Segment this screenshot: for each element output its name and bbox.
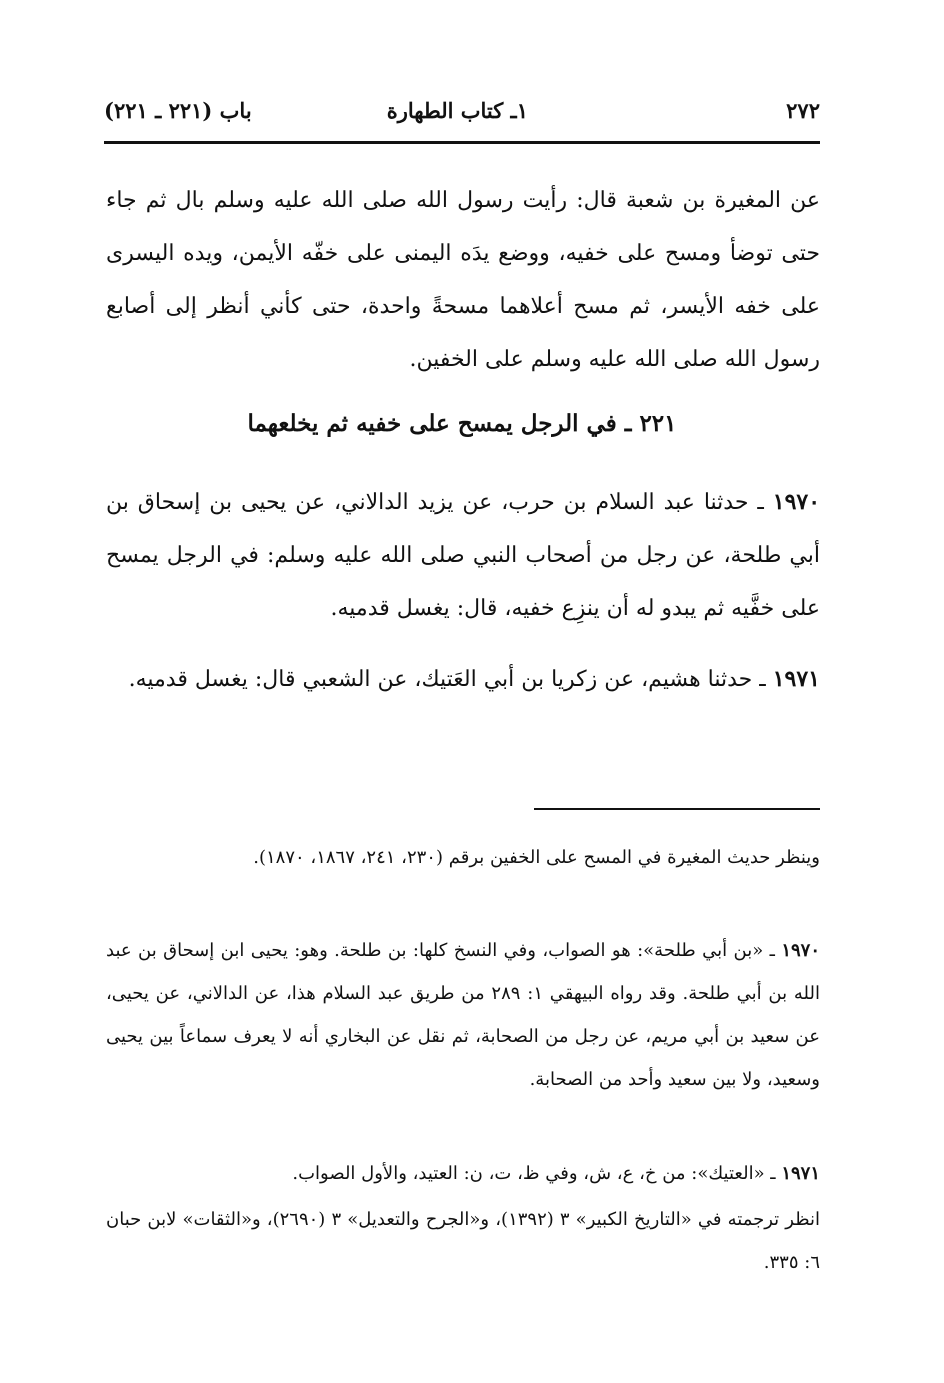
footnote-text: ـ «بن أبي طلحة»: هو الصواب، وفي النسخ كلها: بن طلحة. وهو: يحيى ابن إسحاق بن عبد الله بن أبي طلحة. وقد رواه البيهقي ١: ٢٨٩ من طريق عبد السلام هذا، عن الدالاني، عن يحيى، عن سعيد بن أبي مريم، عن رجل من الصحابة، ثم نقل عن البخاري أنه لا يعرف سماعاً بين يحيى وسعيد، ولا بين سعيد وأحد من الصحابة. <box>106 940 821 1090</box>
hadith-number: ١٩٧٠ <box>772 489 821 515</box>
section-heading: ٢٢١ ـ في الرجل يمسح على خفيه ثم يخلعهما <box>247 410 677 437</box>
hadith-text: ـ حدثنا هشيم، عن زكريا بن أبي العَتيك، عن الشعبي قال: يغسل قدميه. <box>128 667 766 692</box>
page-number: ٢٧٢ <box>786 98 820 123</box>
footnote-mughira: وينظر حديث المغيرة في المسح على الخفين برقم (٢٣٠، ٢٤١، ١٨٦٧، ١٨٧٠). <box>253 847 820 868</box>
hadith-1970 <box>106 476 820 635</box>
chapter-range: باب (٢٢١ ـ ٢٢١) <box>104 98 252 123</box>
continuation-paragraph: عن المغيرة بن شعبة قال: رأيت رسول الله صلى الله عليه وسلم بال ثم جاء حتى توضأ ومسح على خفيه، ووضع يدَه اليمنى على خفّه الأيمن، ويده اليسرى على خفه الأيسر، ثم مسح أعلاهما مسحةً واحدة، حتى كأني أنظر إلى أصابع رسول الله صلى الله عليه وسلم على الخفين. <box>106 188 820 372</box>
footnote-separator <box>534 808 820 810</box>
hadith-1971 <box>106 653 820 706</box>
footnote-number: ١٩٧١ <box>781 1163 820 1184</box>
book-title: ١ـ كتاب الطهارة <box>386 98 528 123</box>
footnote-text: ـ «العتيك»: من خ، ع، ش، وفي ظ، ت، ن: العتيد، والأول الصواب. <box>292 1163 776 1184</box>
footnote-1970 <box>106 929 820 1101</box>
footnote-1971-translation: انظر ترجمته في «التاريخ الكبير» ٣ (١٣٩٢)، و«الجرح والتعديل» ٣ (٢٦٩٠)، و«الثقات» لابن حبان ٦: ٣٣٥. <box>106 1209 821 1273</box>
footnote-1971 <box>106 1152 820 1195</box>
hadith-text: ـ حدثنا عبد السلام بن حرب، عن يزيد الدالاني، عن يحيى بن إسحاق بن أبي طلحة، عن رجل من أصحاب النبي صلى الله عليه وسلم: في الرجل يمسح على خفَّيه ثم يبدو له أن ينزِع خفيه، قال: يغسل قدميه. <box>106 490 820 621</box>
running-header <box>104 92 820 132</box>
header-rule <box>104 141 820 144</box>
footnote-number: ١٩٧٠ <box>781 940 820 961</box>
hadith-number: ١٩٧١ <box>772 666 820 692</box>
